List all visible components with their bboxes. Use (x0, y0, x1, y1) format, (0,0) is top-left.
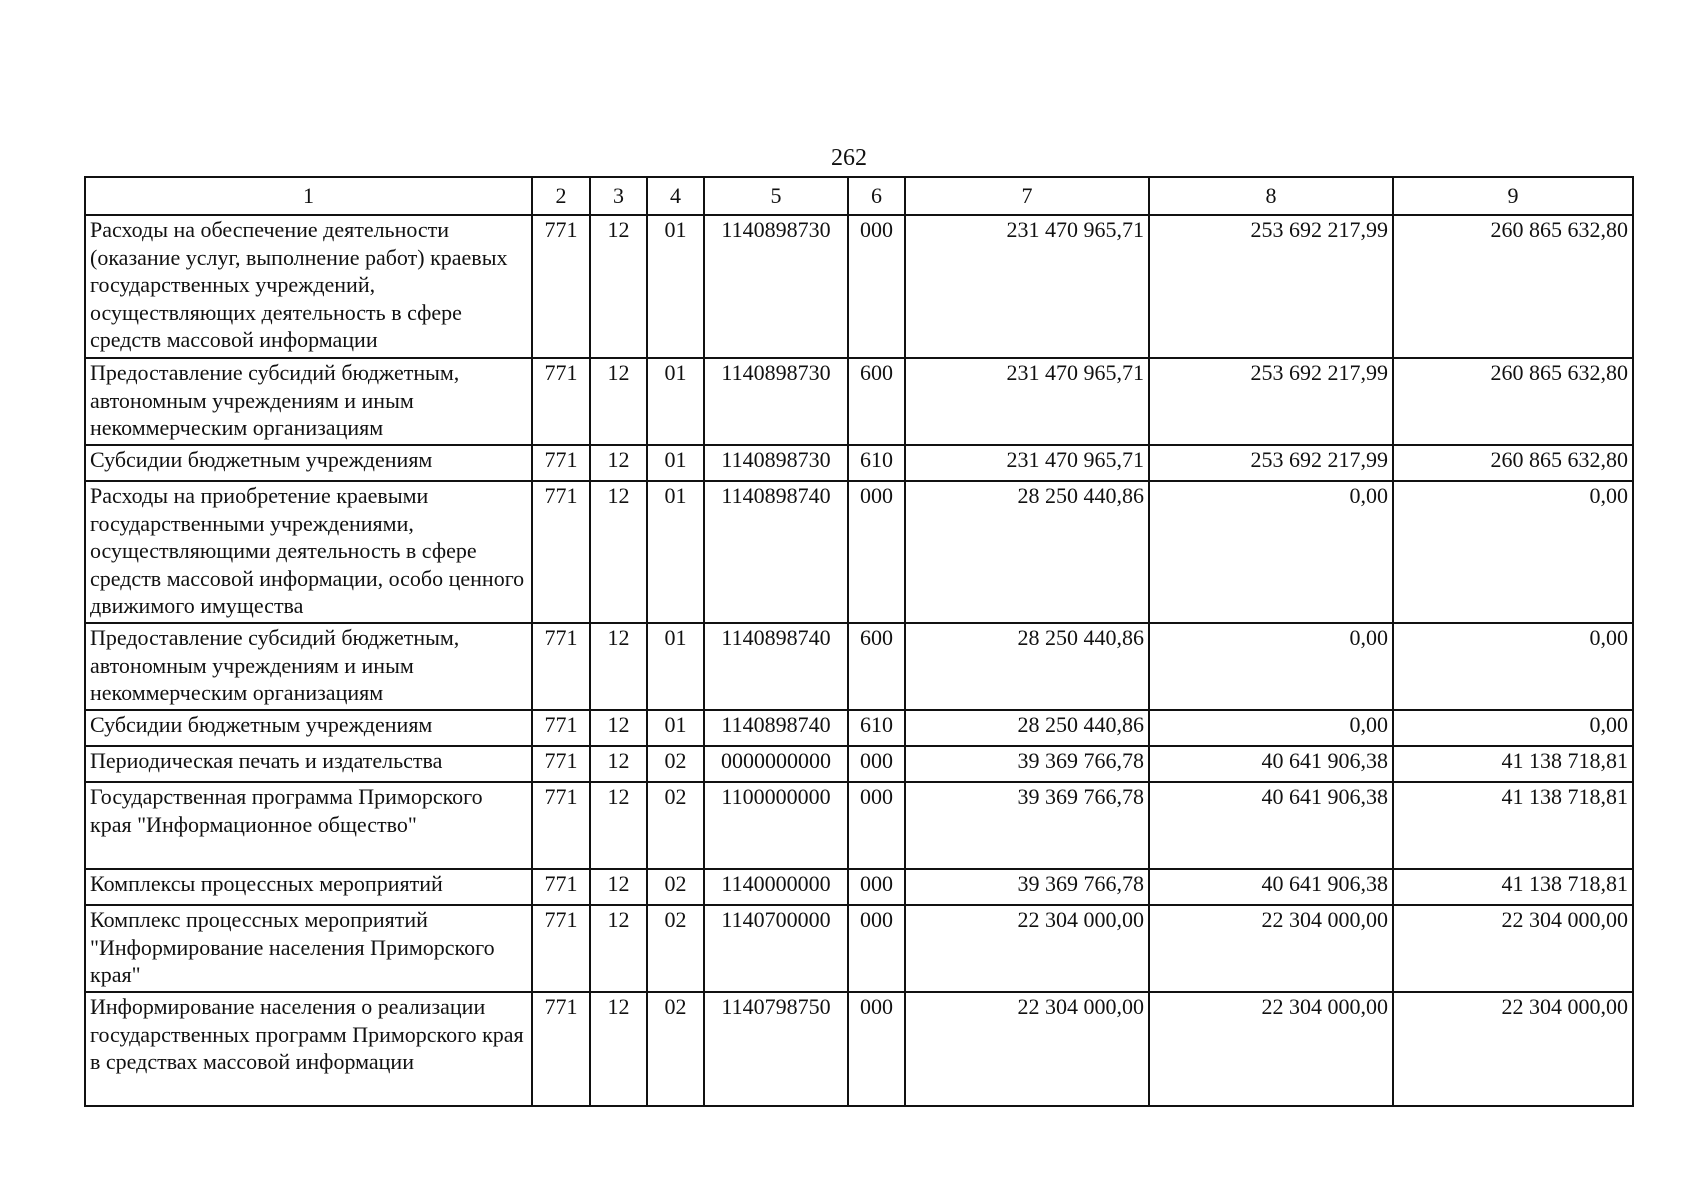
row-name: Расходы на обеспечение деятельности (оказание услуг, выполнение работ) краевых государственных учреждений, осуществляющих деятельность в сфере средств массовой информации (85, 215, 532, 358)
row-col-5: 1140898740 (704, 481, 848, 623)
page-number: 262 (831, 145, 867, 171)
row-col-2: 771 (532, 445, 590, 481)
row-col-3: 12 (590, 746, 647, 782)
column-header-6: 6 (848, 177, 905, 215)
row-col-6: 610 (848, 710, 905, 746)
table-row (85, 746, 1633, 782)
row-col-9: 0,00 (1393, 710, 1633, 746)
row-col-8: 253 692 217,99 (1149, 445, 1393, 481)
table-row (85, 905, 1633, 992)
row-col-2: 771 (532, 481, 590, 623)
row-col-3: 12 (590, 782, 647, 869)
row-col-8: 40 641 906,38 (1149, 869, 1393, 905)
column-header-1: 1 (85, 177, 532, 215)
row-col-9: 41 138 718,81 (1393, 782, 1633, 869)
row-col-6: 000 (848, 992, 905, 1106)
row-col-5: 1140898740 (704, 623, 848, 710)
row-col-6: 600 (848, 623, 905, 710)
row-col-2: 771 (532, 782, 590, 869)
row-col-8: 22 304 000,00 (1149, 905, 1393, 992)
table-row (85, 215, 1633, 358)
row-col-8: 40 641 906,38 (1149, 746, 1393, 782)
row-col-3: 12 (590, 445, 647, 481)
row-col-3: 12 (590, 358, 647, 445)
row-col-3: 12 (590, 905, 647, 992)
row-col-8: 0,00 (1149, 710, 1393, 746)
row-col-9: 260 865 632,80 (1393, 358, 1633, 445)
row-col-2: 771 (532, 215, 590, 358)
row-col-4: 02 (647, 869, 704, 905)
row-col-2: 771 (532, 623, 590, 710)
budget-table (84, 176, 1634, 1107)
row-col-6: 000 (848, 481, 905, 623)
column-header-7: 7 (905, 177, 1149, 215)
row-name: Комплекс процессных мероприятий "Информирование населения Приморского края" (85, 905, 532, 992)
table-row (85, 445, 1633, 481)
row-col-7: 231 470 965,71 (905, 215, 1149, 358)
row-col-8: 253 692 217,99 (1149, 358, 1393, 445)
row-col-3: 12 (590, 215, 647, 358)
row-col-3: 12 (590, 623, 647, 710)
row-col-6: 000 (848, 746, 905, 782)
row-col-5: 1140898740 (704, 710, 848, 746)
row-col-7: 231 470 965,71 (905, 358, 1149, 445)
row-col-7: 39 369 766,78 (905, 782, 1149, 869)
row-col-5: 1140898730 (704, 215, 848, 358)
row-col-6: 000 (848, 905, 905, 992)
row-col-5: 1140700000 (704, 905, 848, 992)
row-col-5: 1140798750 (704, 992, 848, 1106)
header-row (85, 177, 1633, 215)
row-col-8: 22 304 000,00 (1149, 992, 1393, 1106)
row-col-2: 771 (532, 869, 590, 905)
row-col-9: 260 865 632,80 (1393, 215, 1633, 358)
row-name: Субсидии бюджетным учреждениям (85, 710, 532, 746)
row-col-9: 0,00 (1393, 481, 1633, 623)
row-col-4: 01 (647, 623, 704, 710)
row-col-4: 01 (647, 215, 704, 358)
row-col-7: 22 304 000,00 (905, 992, 1149, 1106)
row-col-4: 01 (647, 445, 704, 481)
row-col-2: 771 (532, 905, 590, 992)
row-col-7: 28 250 440,86 (905, 623, 1149, 710)
row-col-7: 28 250 440,86 (905, 481, 1149, 623)
row-col-6: 600 (848, 358, 905, 445)
row-name: Периодическая печать и издательства (85, 746, 532, 782)
table-row (85, 481, 1633, 623)
row-col-2: 771 (532, 992, 590, 1106)
row-col-4: 02 (647, 782, 704, 869)
row-col-7: 28 250 440,86 (905, 710, 1149, 746)
row-col-6: 000 (848, 782, 905, 869)
column-header-5: 5 (704, 177, 848, 215)
row-col-9: 0,00 (1393, 623, 1633, 710)
row-col-4: 02 (647, 992, 704, 1106)
row-col-7: 39 369 766,78 (905, 869, 1149, 905)
table-row (85, 623, 1633, 710)
table-row (85, 710, 1633, 746)
row-col-4: 01 (647, 481, 704, 623)
row-col-8: 253 692 217,99 (1149, 215, 1393, 358)
row-col-9: 41 138 718,81 (1393, 869, 1633, 905)
row-name: Комплексы процессных мероприятий (85, 869, 532, 905)
row-col-4: 02 (647, 746, 704, 782)
row-col-9: 22 304 000,00 (1393, 992, 1633, 1106)
row-col-5: 0000000000 (704, 746, 848, 782)
row-col-3: 12 (590, 869, 647, 905)
row-col-4: 02 (647, 905, 704, 992)
column-header-4: 4 (647, 177, 704, 215)
table-row (85, 782, 1633, 869)
column-header-8: 8 (1149, 177, 1393, 215)
row-col-2: 771 (532, 746, 590, 782)
table-row (85, 992, 1633, 1106)
row-col-5: 1100000000 (704, 782, 848, 869)
row-name: Предоставление субсидий бюджетным, автономным учреждениям и иным некоммерческим организациям (85, 358, 532, 445)
row-col-3: 12 (590, 992, 647, 1106)
row-col-6: 000 (848, 215, 905, 358)
table-row (85, 358, 1633, 445)
row-col-5: 1140898730 (704, 358, 848, 445)
row-col-7: 231 470 965,71 (905, 445, 1149, 481)
column-header-9: 9 (1393, 177, 1633, 215)
row-col-2: 771 (532, 710, 590, 746)
row-col-6: 000 (848, 869, 905, 905)
row-col-7: 22 304 000,00 (905, 905, 1149, 992)
table-row (85, 869, 1633, 905)
row-name: Расходы на приобретение краевыми государственными учреждениями, осуществляющими деятельность в сфере средств массовой информации, особо ценного движимого имущества (85, 481, 532, 623)
row-col-4: 01 (647, 710, 704, 746)
row-col-9: 41 138 718,81 (1393, 746, 1633, 782)
row-col-4: 01 (647, 358, 704, 445)
row-col-7: 39 369 766,78 (905, 746, 1149, 782)
row-col-8: 40 641 906,38 (1149, 782, 1393, 869)
row-col-5: 1140000000 (704, 869, 848, 905)
row-col-2: 771 (532, 358, 590, 445)
row-col-9: 260 865 632,80 (1393, 445, 1633, 481)
row-col-5: 1140898730 (704, 445, 848, 481)
row-name: Информирование населения о реализации государственных программ Приморского края в средствах массовой информации (85, 992, 532, 1106)
row-col-3: 12 (590, 710, 647, 746)
column-header-3: 3 (590, 177, 647, 215)
column-header-2: 2 (532, 177, 590, 215)
row-name: Предоставление субсидий бюджетным, автономным учреждениям и иным некоммерческим организациям (85, 623, 532, 710)
row-col-3: 12 (590, 481, 647, 623)
row-col-9: 22 304 000,00 (1393, 905, 1633, 992)
row-name: Государственная программа Приморского края "Информационное общество" (85, 782, 532, 869)
row-col-6: 610 (848, 445, 905, 481)
row-name: Субсидии бюджетным учреждениям (85, 445, 532, 481)
row-col-8: 0,00 (1149, 623, 1393, 710)
row-col-8: 0,00 (1149, 481, 1393, 623)
